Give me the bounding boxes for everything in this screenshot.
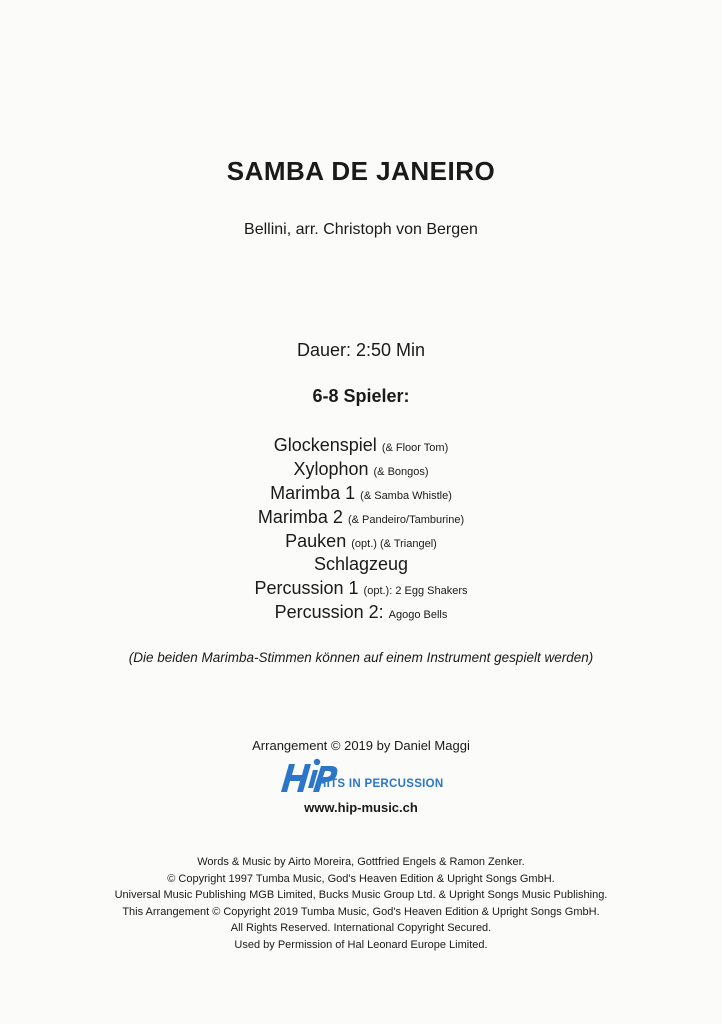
credit-line: Words & Music by Airto Moreira, Gottfried Engels & Ramon Zenker. <box>197 856 525 868</box>
instrument-line <box>0 530 722 555</box>
instrument-name: Marimba 1 <box>270 483 356 503</box>
credit-line: Universal Music Publishing MGB Limited, Bucks Music Group Ltd. & Upright Songs Music Publishing. <box>114 889 608 902</box>
players-heading: 6-8 Spieler: <box>312 386 410 406</box>
instrument-line <box>0 482 722 507</box>
instrument-name: Xylophon <box>293 459 369 479</box>
copyright-block <box>0 854 722 954</box>
instrument-name: Percussion 1 <box>254 578 359 598</box>
instrument-name: Glockenspiel <box>273 435 377 455</box>
instrument-note: (& Samba Whistle) <box>360 490 452 502</box>
credit-line: © Copyright 1997 Tumba Music, God's Heaven Edition & Upright Songs GmbH. <box>167 872 555 885</box>
instrument-note: (opt.) <box>363 585 390 597</box>
instrument-tail: Agogo Bells <box>388 609 448 621</box>
instrument-tail: : 2 Egg Shakers <box>389 585 468 597</box>
instrument-line <box>0 458 722 483</box>
instrument-note: (opt.) (& Triangel) <box>351 538 437 550</box>
instrument-line <box>0 506 722 531</box>
instrument-note: (& Pandeiro/Tamburine) <box>347 514 465 526</box>
instrument-note: (& Floor Tom) <box>381 442 449 454</box>
logo-text: HITS IN PERCUSSION <box>318 778 444 790</box>
instrument-note: (& Bongos) <box>373 466 429 478</box>
hip-logo-icon <box>277 756 447 798</box>
duration: Dauer: 2:50 Min <box>296 340 426 360</box>
page-title: SAMBA DE JANEIRO <box>226 156 496 186</box>
remark: (Die beiden Marimba-Stimmen können auf einem Instrument gespielt werden) <box>128 650 594 665</box>
website-link[interactable]: www.hip-music.ch <box>304 800 418 815</box>
instrument-line <box>0 434 722 459</box>
instrument-name: Percussion 2: <box>274 602 384 622</box>
instrument-line <box>0 601 722 626</box>
composer-line: Bellini, arr. Christoph von Bergen <box>244 221 478 238</box>
instrument-name: Pauken <box>285 531 347 551</box>
instrument-name: Schlagzeug <box>313 554 409 574</box>
instrument-line <box>0 553 722 575</box>
instrument-line <box>0 577 722 602</box>
credit-line: This Arrangement © Copyright 2019 Tumba Music, God's Heaven Edition & Upright Songs GmbH. <box>122 905 600 918</box>
arrangement-credit: Arrangement © 2019 by Daniel Maggi <box>252 738 470 753</box>
credit-line: Used by Permission of Hal Leonard Europe Limited. <box>234 938 488 951</box>
instrument-name: Marimba 2 <box>257 507 343 527</box>
credit-line: All Rights Reserved. International Copyright Secured. <box>230 922 492 935</box>
